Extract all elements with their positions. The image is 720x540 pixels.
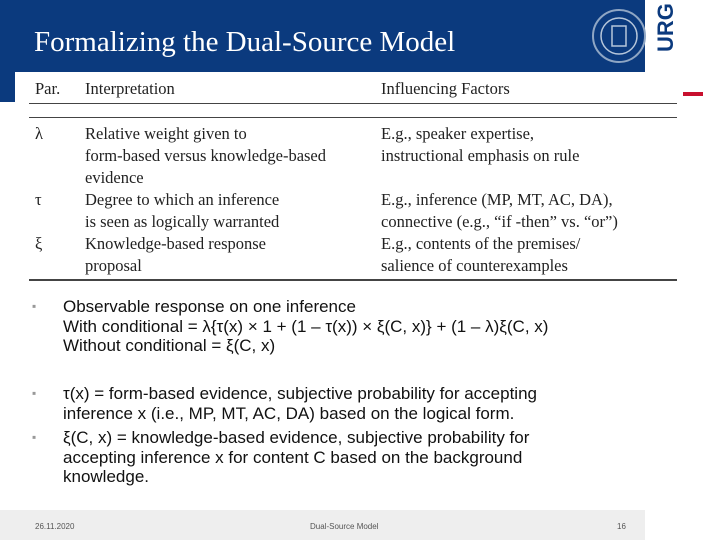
table-header-interpretation: Interpretation bbox=[85, 79, 175, 98]
factor-line: E.g., inference (MP, MT, AC, DA), bbox=[381, 190, 613, 209]
bullet-line: τ(x) = form-based evidence, subjective probability for accepting bbox=[63, 384, 537, 403]
table-header-factors: Influencing Factors bbox=[381, 79, 510, 98]
bullet-line: ξ(C, x) = knowledge-based evidence, subjective probability for bbox=[63, 428, 530, 447]
interp-line: is seen as logically warranted bbox=[85, 212, 280, 231]
bullet-line: With conditional = λ{τ(x) × 1 + (1 – τ(x)) × ξ(C, x)} + (1 – λ)ξ(C, x) bbox=[63, 316, 549, 336]
bullet-line: Observable response on one inference bbox=[63, 297, 356, 316]
footer-date: 26.11.2020 bbox=[35, 522, 75, 531]
interp-line: Relative weight given to bbox=[85, 124, 247, 143]
university-seal-icon bbox=[590, 6, 648, 66]
factor-line: connective (e.g., “if -then” vs. “or”) bbox=[381, 212, 618, 231]
bullet-line: knowledge. bbox=[63, 467, 150, 486]
interp-line: Knowledge-based response bbox=[85, 234, 266, 253]
param-xi: ξ bbox=[35, 234, 43, 253]
logo-accent-line bbox=[683, 92, 703, 96]
bullet-line: inference x (i.e., MP, MT, AC, DA) based on the logical form. bbox=[63, 403, 515, 423]
table-header-par: Par. bbox=[35, 79, 61, 98]
interp-line: evidence bbox=[85, 168, 144, 187]
left-accent-bar bbox=[0, 72, 15, 102]
university-logo-text: URG bbox=[653, 3, 678, 52]
slide-footer bbox=[0, 510, 645, 540]
bullet-line: Without conditional = ξ(C, x) bbox=[63, 336, 276, 355]
interp-line: Degree to which an inference bbox=[85, 190, 280, 209]
param-lambda: λ bbox=[35, 124, 44, 143]
interp-line: form-based versus knowledge-based bbox=[85, 146, 327, 165]
table-rule bbox=[29, 117, 677, 118]
param-tau: τ bbox=[35, 190, 42, 209]
page-number: 16 bbox=[617, 522, 626, 531]
parameter-table bbox=[15, 72, 677, 282]
bullet-marker: ▪ bbox=[32, 299, 37, 313]
footer-title: Dual-Source Model bbox=[310, 522, 379, 531]
factor-line: E.g., contents of the premises/ bbox=[381, 234, 581, 253]
table-rule bbox=[29, 103, 677, 104]
bullet-marker: ▪ bbox=[32, 386, 37, 400]
table-rule bbox=[29, 279, 677, 281]
title-bar bbox=[0, 0, 645, 72]
interp-line: proposal bbox=[85, 256, 142, 275]
factor-line: salience of counterexamples bbox=[381, 256, 568, 275]
factor-line: instructional emphasis on rule bbox=[381, 146, 580, 165]
bullet-line: accepting inference x for content C based on the background bbox=[63, 447, 523, 467]
slide-title: Formalizing the Dual-Source Model bbox=[34, 26, 456, 58]
factor-line: E.g., speaker expertise, bbox=[381, 124, 535, 143]
bullet-marker: ▪ bbox=[32, 430, 37, 444]
